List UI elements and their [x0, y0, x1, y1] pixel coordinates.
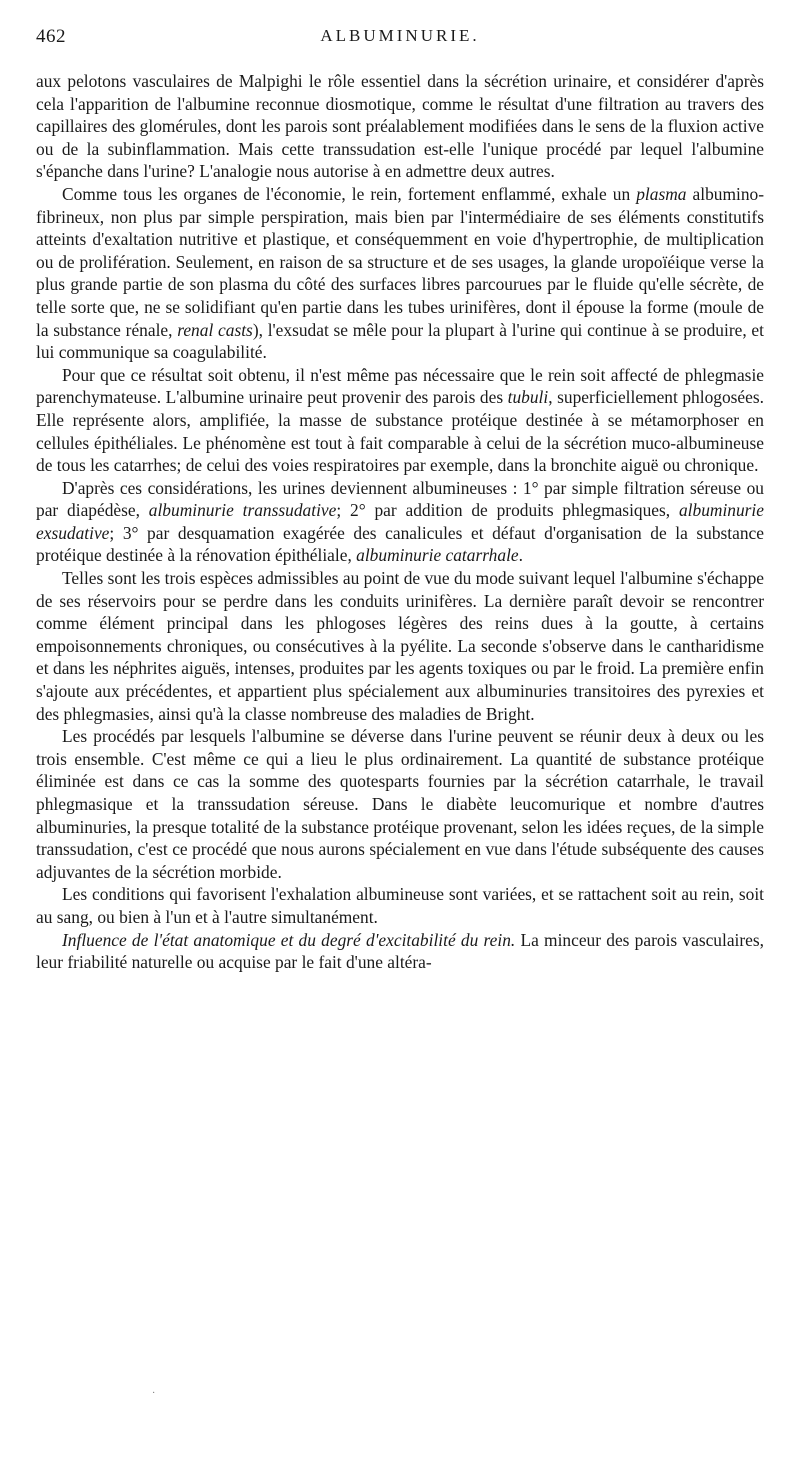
running-head: ALBUMINURIE.	[320, 26, 480, 45]
paragraph-1: aux pelotons vasculaires de Malpighi le rôle essentiel dans la sécrétion urinaire, et considérer d'après cela l'apparition de l'albumine reconnue diosmotique, comme le résultat d'une filtration au travers des capillaires des glomérules, dont les parois sont préalablement modifiées dans le sens de la fluxion active ou de la subinflammation. Mais cette transsudation est-elle l'unique procédé par lequel l'albumine s'épanche dans l'urine? L'analogie nous autorise à en admettre deux autres.	[36, 71, 764, 182]
section-heading-italic: Influence de l'état anatomique et du degré d'excitabilité du rein.	[62, 929, 516, 950]
page-number: 462	[36, 26, 66, 47]
italic-term: renal casts	[177, 319, 253, 340]
paragraph-4: D'après ces considérations, les urines deviennent albumineuses : 1° par simple filtration séreuse ou par diapédèse, albuminurie transsudative; 2° par addition de produits phlegmasiques, albuminurie exsudative; 3° par desquamation exagérée des canalicules et défaut d'organisation de la substance protéique destinée à la rénovation épithéliale, albuminurie catarrhale.	[36, 477, 764, 566]
italic-term: tubuli	[507, 387, 549, 408]
page-header	[36, 26, 764, 54]
italic-term: albuminurie exsudative	[36, 500, 764, 543]
paragraph-8: Influence de l'état anatomique et du degré d'excitabilité du rein. La minceur des parois vasculaires, leur friabilité naturelle ou acquise par le fait d'une altéra-	[36, 929, 765, 973]
paragraph-6: Les procédés par lesquels l'albumine se déverse dans l'urine peuvent se réunir deux à deux ou les trois ensemble. C'est même ce qui a lieu le plus ordinairement. La quantité de substance protéique éliminée est dans ce cas la somme des quotesparts fournies par la sécrétion catarrhale, le travail phlegmasique et la transsudation séreuse. Dans le diabète leucomurique et nombre d'autres albuminuries, la presque totalité de la substance protéique provenant, selon les idées reçues, de la simple transsudation, c'est ce procédé que nous aurons spécialement en vue dans l'étude subséquente des causes adjuvantes de la sécrétion morbide.	[36, 726, 764, 882]
italic-term: albuminurie transsudative	[148, 500, 337, 521]
book-page	[36, 26, 764, 974]
italic-term: plasma	[636, 183, 687, 204]
paragraph-7: Les conditions qui favorisent l'exhalation albumineuse sont variées, et se rattachent soit au rein, soit au sang, ou bien à l'un et à l'autre simultanément.	[36, 884, 764, 927]
paragraph-3: Pour que ce résultat soit obtenu, il n'est même pas nécessaire que le rein soit affecté de phlegmasie parenchymateuse. L'albumine urinaire peut provenir des parois des tubuli, superficiellement phlogosées. Elle représente alors, amplifiée, la masse de substance protéique destinée à se métamorphoser en cellules épithéliales. Le phénomène est tout à fait comparable à celui de la sécrétion muco-albumineuse de tous les catarrhes; de celui des voies respiratoires par exemple, dans la bronchite aiguë ou chronique.	[36, 364, 764, 476]
body-text	[36, 70, 764, 974]
italic-term: albuminurie catarrhale	[356, 545, 519, 566]
paragraph-5: Telles sont les trois espèces admissibles au point de vue du mode suivant lequel l'albumine s'échappe de ses réservoirs pour se perdre dans les conduits urinifères. La dernière paraît devoir se rencontrer comme élément principal dans les phlogoses légères des reins dues à la goutte, à certains empoisonnements chroniques, ou consécutives à la pyélite. La seconde s'observe dans le cantharidisme et dans les néphrites aiguës, intenses, produites par les agents toxiques ou par le froid. La première enfin s'ajoute aux précédentes, et appartient plus spécialement aux albuminuries transitoires des pyrexies et des phlegmasies, ainsi qu'à la classe nombreuse des maladies de Bright.	[36, 568, 764, 724]
print-speck: ·	[152, 1388, 156, 1399]
paragraph-2: Comme tous les organes de l'économie, le rein, fortement enflammé, exhale un plasma albumino-fibrineux, non plus par simple perspiration, mais bien par l'intermédiaire de ses éléments constitutifs atteints d'exaltation nutritive et plastique, et conséquemment en voie d'hypertrophie, de multiplication ou de prolifération. Seulement, en raison de sa structure et de ses usages, la glande uropoïéique verse la plus grande partie de son plasma du côté des surfaces libres parcourues par le fluide qu'elle sécrète, de telle sorte que, ne se solidifiant qu'en partie dans les tubes urinifères, dont il épouse la forme (moule de la substance rénale, renal casts), l'exsudat se mêle pour la plupart à l'urine qui continue à se produire, et lui communique sa coagulabilité.	[36, 183, 764, 363]
